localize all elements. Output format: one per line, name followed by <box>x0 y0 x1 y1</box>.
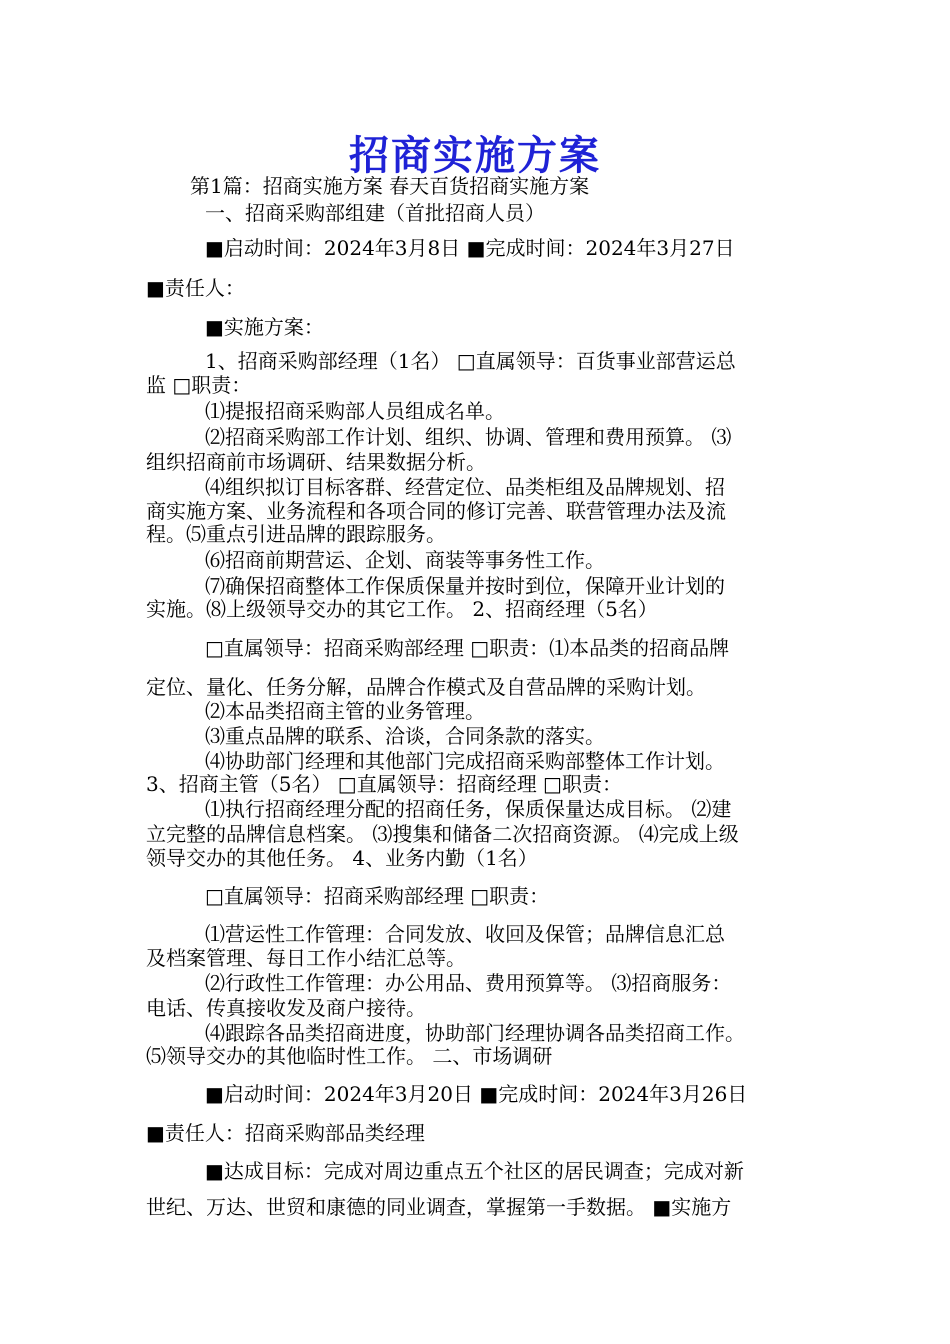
text-line: ⑷组织拟订目标客群、经营定位、品类柜组及品牌规划、招 <box>205 475 725 499</box>
text-line: ⑵行政性工作管理：办公用品、费用预算等。 ⑶招商服务： <box>205 971 732 995</box>
text-line: 定位、量化、任务分解，品牌合作模式及自营品牌的采购计划。 <box>146 675 706 699</box>
text-line: 实施。⑻上级领导交办的其它工作。 2、招商经理（5名） <box>146 597 658 621</box>
text-line: ⑴提报招商采购部人员组成名单。 <box>205 399 505 423</box>
text-line: 电话、传真接收发及商户接待。 <box>146 996 426 1020</box>
text-line: ⑸领导交办的其他临时性工作。 二、市场调研 <box>146 1044 553 1068</box>
text-line: 程。⑸重点引进品牌的跟踪服务。 <box>146 522 446 546</box>
text-line: ■启动时间：2024年3月20日 ■完成时间：2024年3月26日 <box>205 1082 748 1106</box>
section-heading: 一、招商采购部组建（首批招商人员） <box>205 201 545 225</box>
text-line: 组织招商前市场调研、结果数据分析。 <box>146 450 486 474</box>
text-line: □直属领导：招商采购部经理 □职责： <box>205 884 550 908</box>
text-line: ⑵招商采购部工作计划、组织、协调、管理和费用预算。 ⑶ <box>205 425 732 449</box>
text-line: 及档案管理、每日工作小结汇总等。 <box>146 946 466 970</box>
text-line: ⑷协助部门经理和其他部门完成招商采购部整体工作计划。 <box>205 749 725 773</box>
text-line: 世纪、万达、世贸和康德的同业调查，掌握第一手数据。 ■实施方 <box>146 1195 732 1219</box>
text-line: ⑺确保招商整体工作保质保量并按时到位，保障开业计划的 <box>205 574 725 598</box>
text-line: 1、招商采购部经理（1名） □直属领导：百货事业部营运总 <box>205 349 736 373</box>
document-title: 招商实施方案 <box>349 132 601 179</box>
text-line: ⑵本品类招商主管的业务管理。 <box>205 699 485 723</box>
text-line: 监 □职责： <box>146 373 252 397</box>
subtitle-line: 第1篇：招商实施方案 春天百货招商实施方案 <box>190 174 590 198</box>
text-line: ⑹招商前期营运、企划、商装等事务性工作。 <box>205 548 605 572</box>
text-line: ■启动时间：2024年3月8日 ■完成时间：2024年3月27日 <box>205 236 735 260</box>
text-line: ■责任人： <box>146 276 245 300</box>
text-line: ⑷跟踪各品类招商进度，协助部门经理协调各品类招商工作。 <box>205 1021 745 1045</box>
text-line: 3、招商主管（5名） □直属领导：招商经理 □职责： <box>146 772 622 796</box>
text-line: ■责任人：招商采购部品类经理 <box>146 1121 425 1145</box>
text-line: □直属领导：招商采购部经理 □职责：⑴本品类的招商品牌 <box>205 636 730 660</box>
text-line: ⑴执行招商经理分配的招商任务，保质保量达成目标。 ⑵建 <box>205 797 732 821</box>
text-line: 商实施方案、业务流程和各项合同的修订完善、联营管理办法及流 <box>146 499 726 523</box>
text-line: ■实施方案： <box>205 315 324 339</box>
text-line: 立完整的品牌信息档案。 ⑶搜集和储备二次招商资源。 ⑷完成上级 <box>146 822 739 846</box>
text-line: 领导交办的其他任务。 4、业务内勤（1名） <box>146 846 538 870</box>
text-line: ⑶重点品牌的联系、洽谈，合同条款的落实。 <box>205 724 605 748</box>
text-line: ⑴营运性工作管理：合同发放、收回及保管；品牌信息汇总 <box>205 922 725 946</box>
text-line: ■达成目标：完成对周边重点五个社区的居民调查；完成对新 <box>205 1159 744 1183</box>
